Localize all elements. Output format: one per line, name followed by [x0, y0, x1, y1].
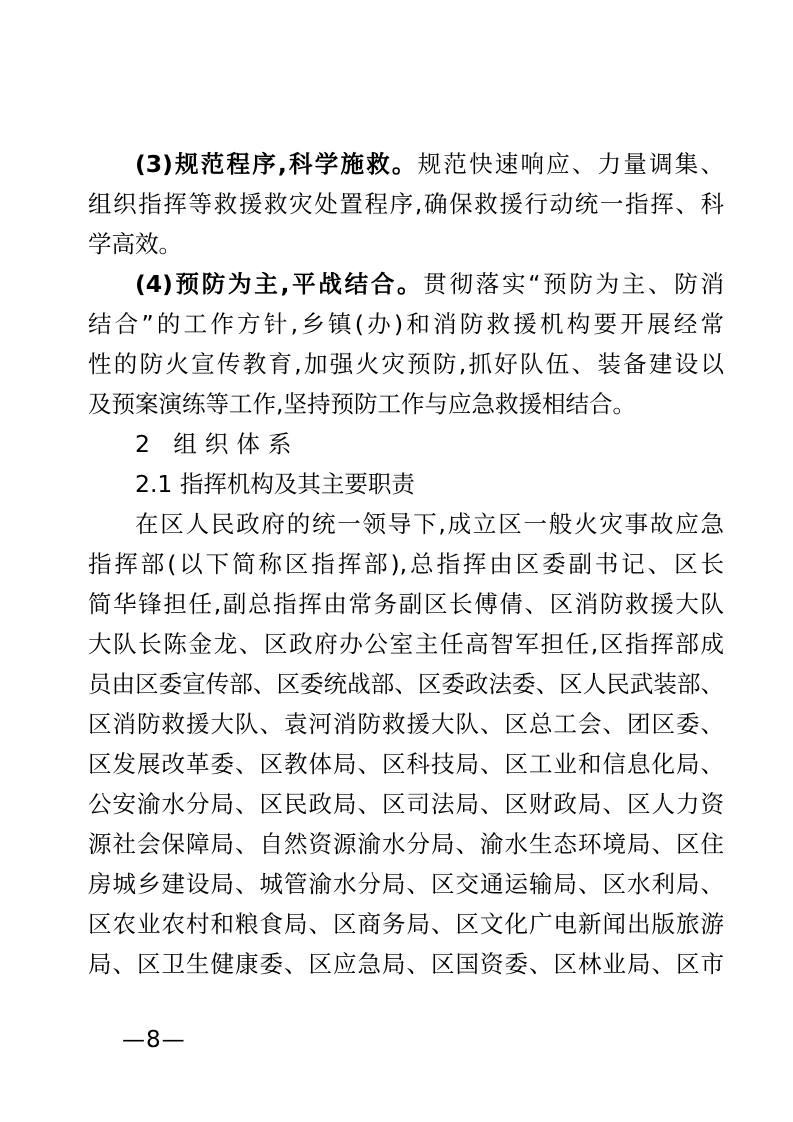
text-run: 组织指挥等救援救灾处置程序,确保救援行动统一指挥、科	[88, 190, 724, 218]
text-run: 区发展改革委、区教体局、区科技局、区工业和信息化局、	[88, 750, 724, 778]
para-3-line-1	[88, 144, 724, 184]
para-5-line-3	[88, 584, 724, 624]
text-run: 局、区卫生健康委、区应急局、区国资委、区林业局、区市	[88, 950, 724, 978]
bold-text-run: (4)预防为主,平战结合。	[135, 270, 424, 298]
text-run: 区农业农村和粮食局、区商务局、区文化广电新闻出版旅游	[88, 910, 724, 938]
text-run: 2.1 指挥机构及其主要职责	[135, 470, 415, 498]
text-run: 贯彻落实“预防为主、防消	[423, 270, 724, 298]
para-5-line-1	[88, 504, 724, 544]
heading-2-1	[88, 464, 724, 504]
text-run: 指挥部(以下简称区指挥部),总指挥由区委副书记、区长	[88, 550, 724, 578]
text-run: 2 组织体系	[135, 430, 300, 458]
text-run: 源社会保障局、自然资源渝水分局、渝水生态环境局、区住	[88, 830, 724, 858]
para-5-line-9	[88, 824, 724, 864]
para-3-line-2	[88, 184, 724, 224]
page-number: —8—	[122, 1027, 186, 1053]
text-run: 学高效。	[88, 230, 182, 258]
para-5-line-2	[88, 544, 724, 584]
text-run: 及预案演练等工作,坚持预防工作与应急救援相结合。	[88, 390, 636, 418]
para-5-line-4	[88, 624, 724, 664]
para-3-line-3	[88, 224, 724, 264]
text-run: 员由区委宣传部、区委统战部、区委政法委、区人民武装部、	[88, 670, 724, 698]
text-run: 在区人民政府的统一领导下,成立区一般火灾事故应急	[135, 510, 724, 538]
text-run: 性的防火宣传教育,加强火灾预防,抓好队伍、装备建设以	[88, 350, 724, 378]
para-4-line-2	[88, 304, 724, 344]
para-5-line-12	[88, 944, 724, 984]
para-5-line-7	[88, 744, 724, 784]
para-5-line-5	[88, 664, 724, 704]
para-4-line-1	[88, 264, 724, 304]
document-body	[88, 144, 724, 984]
para-5-line-8	[88, 784, 724, 824]
para-5-line-10	[88, 864, 724, 904]
bold-text-run: (3)规范程序,科学施救。	[135, 150, 418, 178]
text-run: 简华锋担任,副总指挥由常务副区长傅倩、区消防救援大队	[88, 590, 724, 618]
para-5-line-11	[88, 904, 724, 944]
para-4-line-4	[88, 384, 724, 424]
text-run: 区消防救援大队、袁河消防救援大队、区总工会、团区委、	[88, 710, 724, 738]
para-5-line-6	[88, 704, 724, 744]
heading-2	[88, 424, 724, 464]
text-run: 大队长陈金龙、区政府办公室主任高智军担任,区指挥部成	[88, 630, 724, 658]
text-run: 结合”的工作方针,乡镇(办)和消防救援机构要开展经常	[88, 310, 724, 338]
text-run: 公安渝水分局、区民政局、区司法局、区财政局、区人力资	[88, 790, 724, 818]
para-4-line-3	[88, 344, 724, 384]
text-run: 规范快速响应、力量调集、	[417, 150, 724, 178]
text-run: 房城乡建设局、城管渝水分局、区交通运输局、区水利局、	[88, 870, 724, 898]
